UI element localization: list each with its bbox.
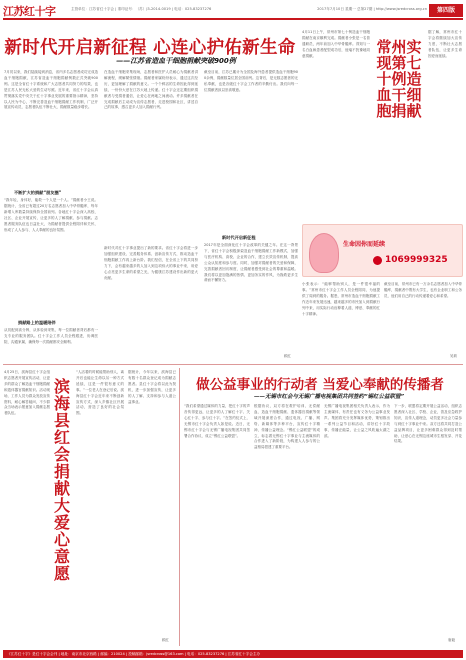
column-divider xyxy=(179,368,180,646)
donation-ad xyxy=(302,224,463,277)
article1-col1c: 从初配到高分辨，从体检到采集，每一位捐献者背后都有一支专业的服务团队。红十字会工作人员全程跟进，协调医院、沟通家属，确保每一次捐献都安全顺利。 xyxy=(4,328,98,344)
article1-author: 顾红 xyxy=(284,354,291,358)
masthead xyxy=(3,3,463,20)
article4-col2: 根据协议，双方将在救护培训、无偿献血、造血干细胞捐献、遗体器官捐献等领域开展深度合作，通过电视、广播、网络、新媒体等多种平台，宣传红十字精神，传播公益理念。“锡红公益联盟”的成立，标志着无锡红十字事业与主流媒体的合作进入了新阶段，为构建人人参与的公益格局搭建了重要平台。 xyxy=(254,404,320,450)
article3-col3: 据统计，今年以来，滨海县已有数十名群众登记成为捐献志愿者。县红十字会将以此为契机，进一步加强宣传，让更多的人了解、支持和参与人道公益事业。 xyxy=(128,370,176,404)
article2-col3: 据了解，常州市红十字会将继续加大宣传力度，不断壮大志愿者队伍，让更多生命因爱而延续。 xyxy=(428,30,462,58)
article1-col3b: 2017年是全面深化红十字会改革的关键之年。在这一背景下，省红十字会积极探索造血干细胞捐献工作新模式，加强与医疗机构、高校、企业的合作，建立长效宣传机制，提高公众认知度和参与度。同时，加强对捐献者的关爱和保障，完善捐献者回访制度，让捐献者感受到社会的尊重和温暖。我们将以更加饱满的热情、更加务实的作风，为挽救更多生命而不懈努力。 xyxy=(204,243,298,283)
article4-author: 唐毅 xyxy=(448,638,455,642)
article4-subhead: ——无锡市红会与无锡广播电视集团共同签约“锡红公益联盟” xyxy=(253,394,405,400)
article1-col1: 7月初以来，我们陆续接到消息，省内多名志愿者成功完成造血干细胞捐献，江苏省造血干细胞捐献例数正式突破900例。这是全省红十字系统和广大志愿者共同努力的结果，也是江苏人民无私大爱的生动写照。近年来，省红十字会认真贯彻落实党中央关于红十字事业发展的重要指示精神，坚持以人民为中心，不断完善造血干细胞捐献工作机制，广泛开展宣传动员，志愿者队伍不断壮大，捐献数量稳步增长。 xyxy=(4,70,98,110)
article2-col2: 小张表示：“能够帮助别人，是一件很幸福的事。”常州市红十字会工作人员全程陪同，为他提供了周到的服务。据悉，常州市造血干细胞捐献工作近年来发展迅速，越来越多的市民加入到捐献行列中来，用实际行动诠释着人道、博爱、奉献的红十字精神。 xyxy=(302,282,380,316)
article1-col1-subhead1: 不断扩大的捐献“朋友圈” xyxy=(14,190,62,195)
ad-phone: 1069999325 xyxy=(385,255,448,265)
article4-col3: 无锡广播电视集团相关负责人表示，作为主流媒体，有责任也有义务为公益事业发声。集团将充分发挥媒体优势，策划推出一系列公益节目和活动，讲好红十字故事，传播正能量，让公益之风吹遍太湖之滨。 xyxy=(324,404,390,438)
footer-bar: 《江苏红十字》是红十字会会刊 | 地址：南京市北京西路 | 邮编：210024 | 投稿邮箱：jsredcross@163.com | 电话：025-83237276 | 江苏省红十字会主办 xyxy=(3,650,463,658)
article4-col1: “我们希望通过媒体的力量，把红十字的声音传得更远，让更多的人了解红十字、关心红十字、参与红十字。”在签约仪式上，无锡市红十字会负责人如是说。近日，无锡市红十字会与无锡广播电视集团共同签署合作协议，成立“锡红公益联盟”。 xyxy=(184,404,250,438)
article1-col1b: “我年轻，身体好，能救一个人是一个人。”捐献者小王说。据统计，全省已有超过20万名志愿者加入中华骨髓库，每年新增入库数量持续保持全国前列。各地红十字会深入高校、社区、企业开展宣传，让更多的人了解捐献、参与捐献。志愿者服务队伍也日益壮大，为捐献者提供全程陪伴和关怀，形成了人人参与、人人奉献的良好氛围。 xyxy=(4,198,98,232)
masthead-info: 主管单位：江苏省红十字会 | 准印证号：（苏）J3-2014-0019 | 电话：025-83237276 xyxy=(71,7,212,11)
article4-headline: 做公益事业的行动者 当爱心奉献的传播者 xyxy=(196,377,444,393)
article4-col4: 下一步，联盟将定期开展公益活动，组织志愿者深入社区、学校、企业，普及应急救护知识，宣传人道理念，动员更多社会力量参与到红十字事业中来。双方还将共同打造公益品牌项目，让更多困难群众得到及时帮助，让爱心在无锡这座城市生根发芽、开花结果。 xyxy=(394,404,462,444)
masthead-date: 2017年7月10日 星期一 总第27期 | http://www.jsredcross.org.cn xyxy=(317,7,427,11)
section-divider xyxy=(3,364,463,365)
article2-author: 吴莉 xyxy=(450,354,457,358)
article1-col3: 截至目前，江苏已累计为全国及海外患者提供造血干细胞900余例，捐献数量位居全国前列。这背后，是无数志愿者的无私奉献，也是各级红十字会工作者的辛勤付出。我们向每一位捐献者致以崇高敬意。 xyxy=(204,70,298,92)
article1-col2b: 新时代对红十字事业提出了新的要求。省红十字会将进一步加强组织建设、完善服务体系、创新宣传方式，推动造血干细胞捐献工作再上新台阶。我们坚信，在全省上下的共同努力下，会有越来越多的人加入到这项伟大的事业中来，用爱心点亮更多生命的希望之光，为健康江苏建设作出新的更大贡献。 xyxy=(104,246,198,280)
article3-col1: 4月25日，滨海县红十字会组织志愿者开展宣传活动，让更多的群众了解造血干细胞捐献和遗体器官捐献知识。活动现场，工作人员为群众发放宣传资料，耐心解答疑问，不少群众当场表示愿意加入捐献志愿者队伍。 xyxy=(4,370,50,416)
article3-col2: “人活着的时候能帮助别人，离开后也能让生命以另一种方式延续，这是一件很有意义的事。”一位老人在登记后说。滨海县红十字会近年来不断创新宣传方式，深入乡镇社区开展活动，营造了良好的社会氛围。 xyxy=(76,370,124,416)
page-badge: 第四版 xyxy=(429,4,463,17)
article1-col2: 在造血干细胞采集现场，志愿者和医护人员耐心为捐献者讲解流程，缓解紧张情绪。捐献者家属纷纷表示，通过这次经历，更加理解了捐献的意义。一个个鲜活的生命因此得到延续，一份份大爱在江苏大地上传递。红十字会还定期组织捐献者与受捐者通信，让爱心在两地之间流动。许多捐献者在完成捐献后主动成为宣传志愿者，走进校园和社区，讲述自己的故事，感召更多人加入捐献行列。 xyxy=(104,70,198,110)
ad-slogan: 生命因你而延续 xyxy=(343,241,386,248)
article3-title: 滨海县红会捐献大爱心意愿 xyxy=(53,377,70,583)
article1-col1-subhead2: 捐献路上的温暖陪伴 xyxy=(18,320,56,325)
masthead-logo: 江苏红十字 xyxy=(3,5,56,18)
phone-icon xyxy=(373,256,382,265)
article3-author: 顾红 xyxy=(162,638,169,642)
mascot-icon xyxy=(309,233,339,273)
article2-col1: 4月11日上午，常州市第七十例造血干细胞捐献在南京顺利完成。捐献者小张是一名普通职员，两年前加入中华骨髓库。得知与一名白血病患者配型成功后，他毫不犹豫地同意捐献。 xyxy=(302,30,370,58)
article2-title: 常州实现第七十例造血干细胞捐献 xyxy=(376,38,422,120)
article1-col3-subhead: 新时代开启新征程 xyxy=(222,235,256,240)
article1-headline: 新时代开启新征程 心连心护佑新生命 xyxy=(4,38,296,58)
article1-subhead: ——江苏省造血干细胞捐献突破900例 xyxy=(116,57,236,65)
article2-col3b: 截至目前，常州市已有一万余名志愿者加入中华骨髓库，捐献者中既有大学生，也有企业职工和公务员，他们用自己的行动传递着爱心和希望。 xyxy=(384,282,462,298)
